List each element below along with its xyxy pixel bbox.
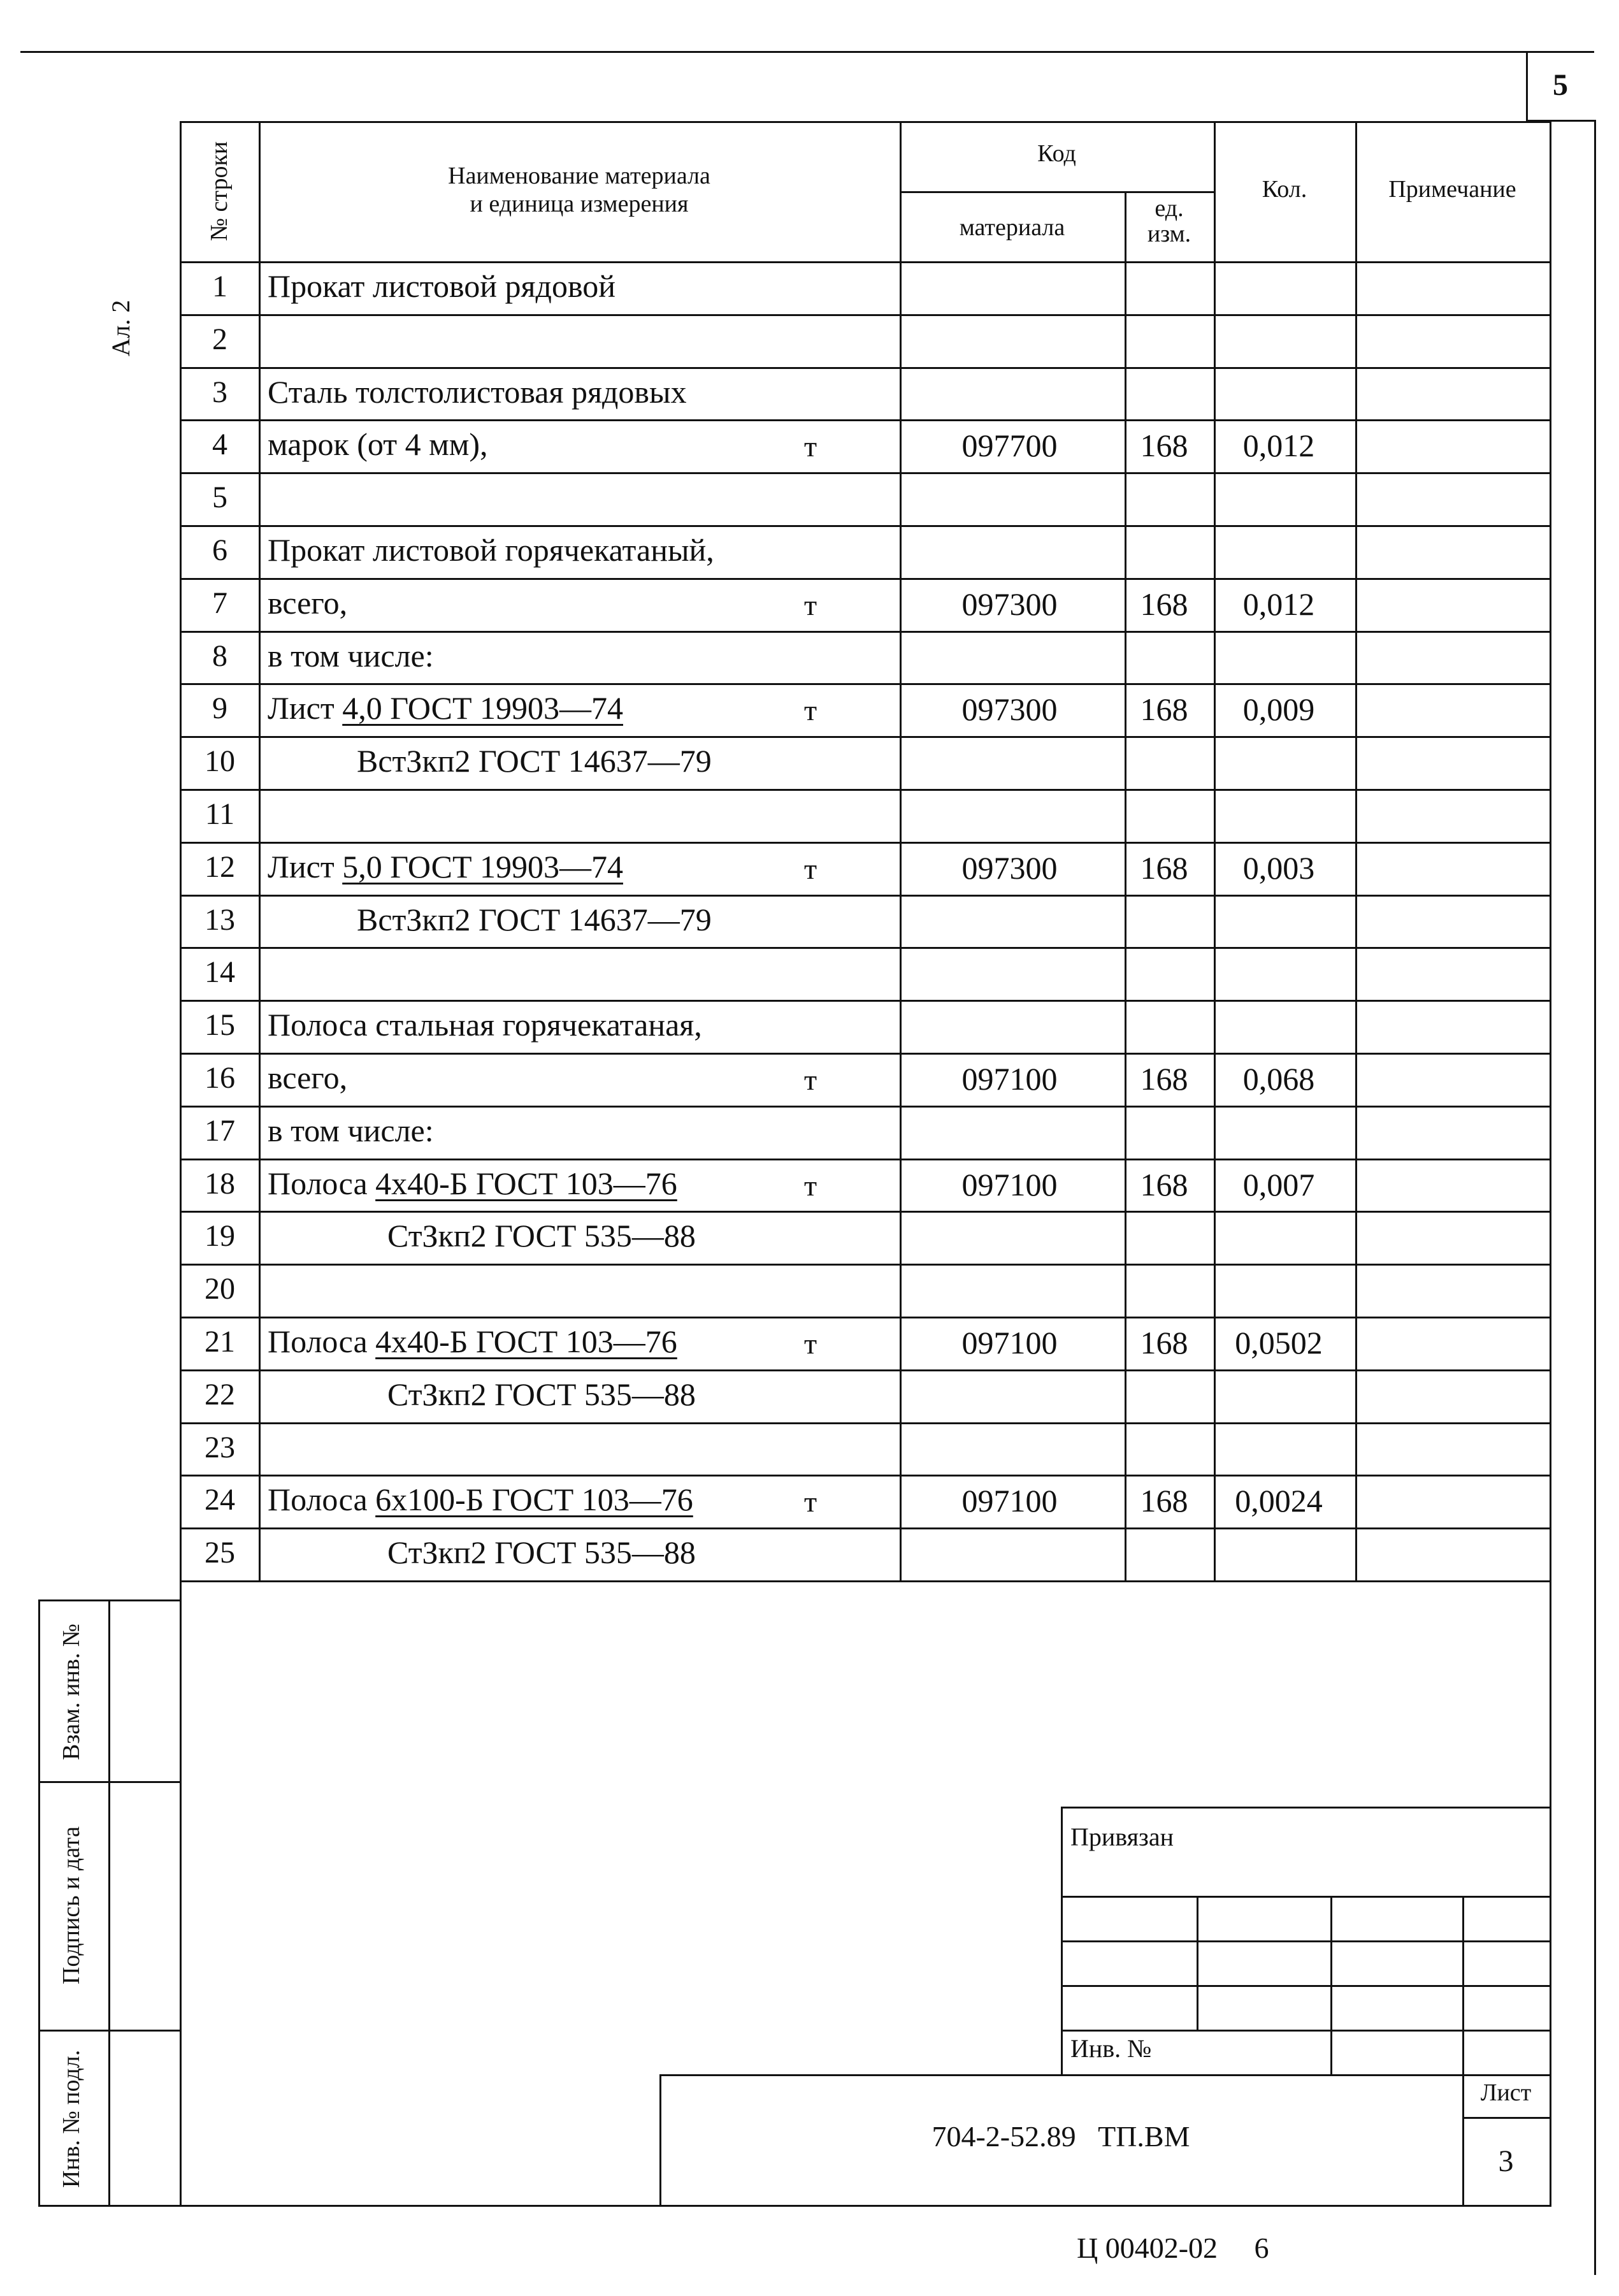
row-number: 18 — [205, 1166, 235, 1201]
header-name: Наименование материала и единица измерения — [448, 162, 710, 217]
material-name — [387, 1220, 696, 1252]
header-qty: Кол. — [1262, 176, 1307, 203]
table-row-line — [180, 1264, 1551, 1266]
material-name-text: Полоса — [268, 1324, 376, 1359]
row-number: 23 — [205, 1430, 235, 1464]
row-number: 16 — [205, 1061, 235, 1095]
row-number: 21 — [205, 1325, 235, 1359]
table-row-line — [180, 895, 1551, 897]
material-name-text: Лист — [268, 848, 343, 884]
stamp-podpis: Подпись и дата — [58, 1826, 85, 1985]
quantity: 0,0502 — [1235, 1325, 1323, 1361]
row-number: 1 — [212, 270, 227, 303]
table-row-line — [180, 683, 1551, 685]
row-number: 14 — [205, 955, 235, 990]
row-number: 2 — [212, 322, 227, 356]
material-name — [268, 1482, 693, 1518]
table-row-line — [180, 631, 1551, 633]
header-bottom-line — [180, 261, 1551, 263]
quantity: 0,068 — [1242, 1061, 1315, 1097]
frame-right — [1550, 121, 1551, 2206]
stamp-top — [38, 1599, 180, 1601]
material-name — [268, 373, 687, 410]
material-name — [357, 901, 712, 937]
tb-inv-no: Инв. № — [1070, 2034, 1152, 2063]
sheet-corner-number: 5 — [1553, 68, 1568, 102]
unit-code: 168 — [1140, 849, 1188, 886]
tb-v-3 — [1462, 1896, 1464, 2030]
code-subheader-line — [900, 191, 1214, 193]
table-row-line — [180, 1106, 1551, 1108]
row-number: 3 — [212, 375, 227, 409]
right-rule — [1594, 121, 1596, 2275]
table-row-line — [180, 1475, 1551, 1477]
table-row-line — [180, 525, 1551, 527]
material-name-text: ВстЗкп2 ГОСТ 14637—79 — [357, 901, 712, 937]
stamp-inv-podl: Инв. № подл. — [58, 2049, 85, 2188]
unit-of-measure: т — [804, 1327, 817, 1360]
material-code: 097300 — [961, 586, 1058, 622]
stamp-left-outer — [38, 1599, 40, 2206]
col-line-unitcode — [1125, 191, 1126, 1580]
material-spec-underlined: 4х40-Б ГОСТ 103—76 — [375, 1165, 677, 1201]
quantity: 0,009 — [1242, 691, 1315, 728]
quantity: 0,003 — [1242, 849, 1315, 886]
unit-code: 168 — [1140, 1166, 1188, 1202]
row-number: 11 — [205, 797, 235, 831]
material-name-text: Прокат листовой горячекатаный, — [268, 532, 714, 568]
material-name-text: всего, — [268, 584, 348, 621]
col-line-code — [900, 121, 902, 1580]
quantity: 0,012 — [1242, 428, 1315, 464]
material-name — [357, 745, 712, 777]
quantity: 0,0024 — [1235, 1483, 1323, 1519]
table-row-line — [180, 1317, 1551, 1318]
table-row-line — [180, 314, 1551, 316]
header-code-unit: ед. изм. — [1147, 195, 1191, 247]
material-name-text: в том числе: — [268, 637, 434, 674]
material-spec-underlined: 6х100-Б ГОСТ 103—76 — [375, 1482, 693, 1518]
unit-of-measure: т — [804, 1064, 817, 1096]
material-name-text: Полоса стальная горячекатаная, — [268, 1007, 702, 1043]
table-row-line — [180, 1000, 1551, 1002]
row-number: 10 — [205, 744, 235, 779]
table-row-line — [180, 1422, 1551, 1424]
row-number: 9 — [212, 691, 227, 726]
row-number: 15 — [205, 1008, 235, 1043]
row-number: 22 — [205, 1377, 235, 1412]
col-line-name — [259, 121, 261, 1580]
tb-line-1 — [1061, 1896, 1550, 1898]
stamp-vzam: Взам. инв. № — [58, 1623, 85, 1761]
row-number: 20 — [205, 1272, 235, 1306]
col-line-qty — [1214, 121, 1216, 1580]
material-name — [268, 1009, 702, 1041]
unit-code: 168 — [1140, 1061, 1188, 1097]
stamp-sep-2 — [38, 2030, 180, 2032]
tb-line-2 — [1061, 1940, 1550, 1942]
row-number: 19 — [205, 1219, 235, 1253]
material-code: 097100 — [961, 1483, 1058, 1519]
material-name — [268, 1325, 677, 1357]
table-row-line — [180, 1053, 1551, 1055]
material-name-text: СтЗкп2 ГОСТ 535—88 — [387, 1218, 696, 1254]
top-rule — [20, 51, 1594, 53]
material-name — [268, 1062, 347, 1094]
material-name-text: Лист — [268, 690, 343, 726]
material-name — [268, 1167, 677, 1199]
material-name-text: Полоса — [268, 1482, 376, 1518]
unit-code: 168 — [1140, 428, 1188, 464]
tb-sheet-label: Лист — [1480, 2079, 1532, 2106]
material-name — [268, 426, 488, 463]
material-spec-underlined: 5,0 ГОСТ 19903—74 — [342, 848, 623, 884]
table-row-line — [180, 1211, 1551, 1213]
table-row-line — [180, 842, 1551, 844]
table-row-line — [180, 472, 1551, 474]
tb-top — [1061, 1807, 1550, 1809]
material-name — [268, 637, 434, 674]
table-row-line — [180, 367, 1551, 369]
material-name-text: СтЗкп2 ГОСТ 535—88 — [387, 1534, 696, 1571]
material-name-text: марок (от 4 мм), — [268, 426, 488, 463]
row-number: 25 — [205, 1536, 235, 1570]
unit-code: 168 — [1140, 1325, 1188, 1361]
footer-code: Ц 00402-02 6 — [1077, 2232, 1269, 2264]
row-number: 13 — [205, 902, 235, 937]
material-code: 097700 — [961, 428, 1058, 464]
unit-of-measure: т — [804, 588, 817, 621]
table-row-line — [180, 789, 1551, 791]
material-name-text: Сталь толстолистовая рядовых — [268, 373, 687, 410]
material-name — [268, 534, 714, 566]
material-name-text: Полоса — [268, 1165, 376, 1201]
frame-bottom — [38, 2205, 1551, 2207]
unit-code: 168 — [1140, 1483, 1188, 1519]
header-note: Примечание — [1388, 176, 1516, 203]
side-label: Ал. 2 — [106, 300, 135, 357]
table-row-line — [180, 1580, 1551, 1582]
material-name-text: в том числе: — [268, 1112, 434, 1148]
table-row-line — [180, 1159, 1551, 1160]
stamp-sep-1 — [38, 1781, 180, 1783]
unit-of-measure: т — [804, 430, 817, 463]
row-number: 7 — [212, 586, 227, 620]
material-name — [268, 1112, 434, 1148]
tb-privyazan: Привязан — [1070, 1823, 1174, 1851]
tb-v-1 — [1197, 1896, 1198, 2030]
material-code: 097100 — [961, 1325, 1058, 1361]
tb-doc-code: 704-2-52.89 ТП.ВМ — [932, 2120, 1190, 2153]
table-row-line — [180, 736, 1551, 738]
row-number: 17 — [205, 1113, 235, 1148]
header-row-no: № строки — [206, 141, 233, 242]
tb-line-3 — [1061, 1985, 1550, 1987]
table-row-line — [180, 947, 1551, 949]
material-name-text: ВстЗкп2 ГОСТ 14637—79 — [357, 743, 712, 779]
unit-of-measure: т — [804, 852, 817, 885]
row-number: 4 — [212, 428, 227, 462]
tb-sheet-sep — [1462, 2117, 1550, 2119]
material-name-text: Прокат листовой рядовой — [268, 268, 615, 304]
row-number: 8 — [212, 639, 227, 673]
material-code: 097300 — [961, 849, 1058, 886]
unit-of-measure: т — [804, 1485, 817, 1519]
unit-of-measure: т — [804, 1169, 817, 1202]
row-number: 24 — [205, 1483, 235, 1517]
material-spec-underlined: 4,0 ГОСТ 19903—74 — [342, 690, 623, 726]
material-code: 097100 — [961, 1061, 1058, 1097]
material-name — [268, 848, 623, 884]
col-line-note — [1355, 121, 1357, 1580]
material-name — [387, 1378, 696, 1410]
table-row-line — [180, 1527, 1551, 1529]
table-row-line — [180, 578, 1551, 580]
unit-of-measure: т — [804, 694, 817, 727]
quantity: 0,007 — [1242, 1166, 1315, 1202]
row-number: 6 — [212, 533, 227, 567]
material-name — [268, 692, 623, 724]
quantity: 0,012 — [1242, 586, 1315, 622]
header-code: Код — [1037, 140, 1076, 167]
material-name-text: СтЗкп2 ГОСТ 535—88 — [387, 1376, 696, 1412]
unit-code: 168 — [1140, 691, 1188, 728]
material-code: 097100 — [961, 1166, 1058, 1202]
table-row-line — [180, 1369, 1551, 1371]
header-code-material: материала — [959, 214, 1065, 241]
table-row-line — [180, 419, 1551, 421]
material-name-text: всего, — [268, 1060, 348, 1095]
unit-code: 168 — [1140, 586, 1188, 622]
stamp-left-inner — [108, 1599, 110, 2206]
row-number: 5 — [212, 480, 227, 515]
row-number: 12 — [205, 849, 235, 884]
tb-line-4 — [1061, 2030, 1550, 2032]
material-name — [268, 270, 615, 302]
material-name — [268, 584, 348, 621]
material-code: 097300 — [961, 691, 1058, 728]
material-spec-underlined: 4х40-Б ГОСТ 103—76 — [375, 1324, 677, 1359]
material-name — [387, 1534, 696, 1571]
frame-top — [180, 121, 1551, 123]
tb-main-top — [659, 2074, 1550, 2076]
tb-sheet-value: 3 — [1498, 2144, 1514, 2178]
tb-v-2 — [1330, 1896, 1332, 2074]
